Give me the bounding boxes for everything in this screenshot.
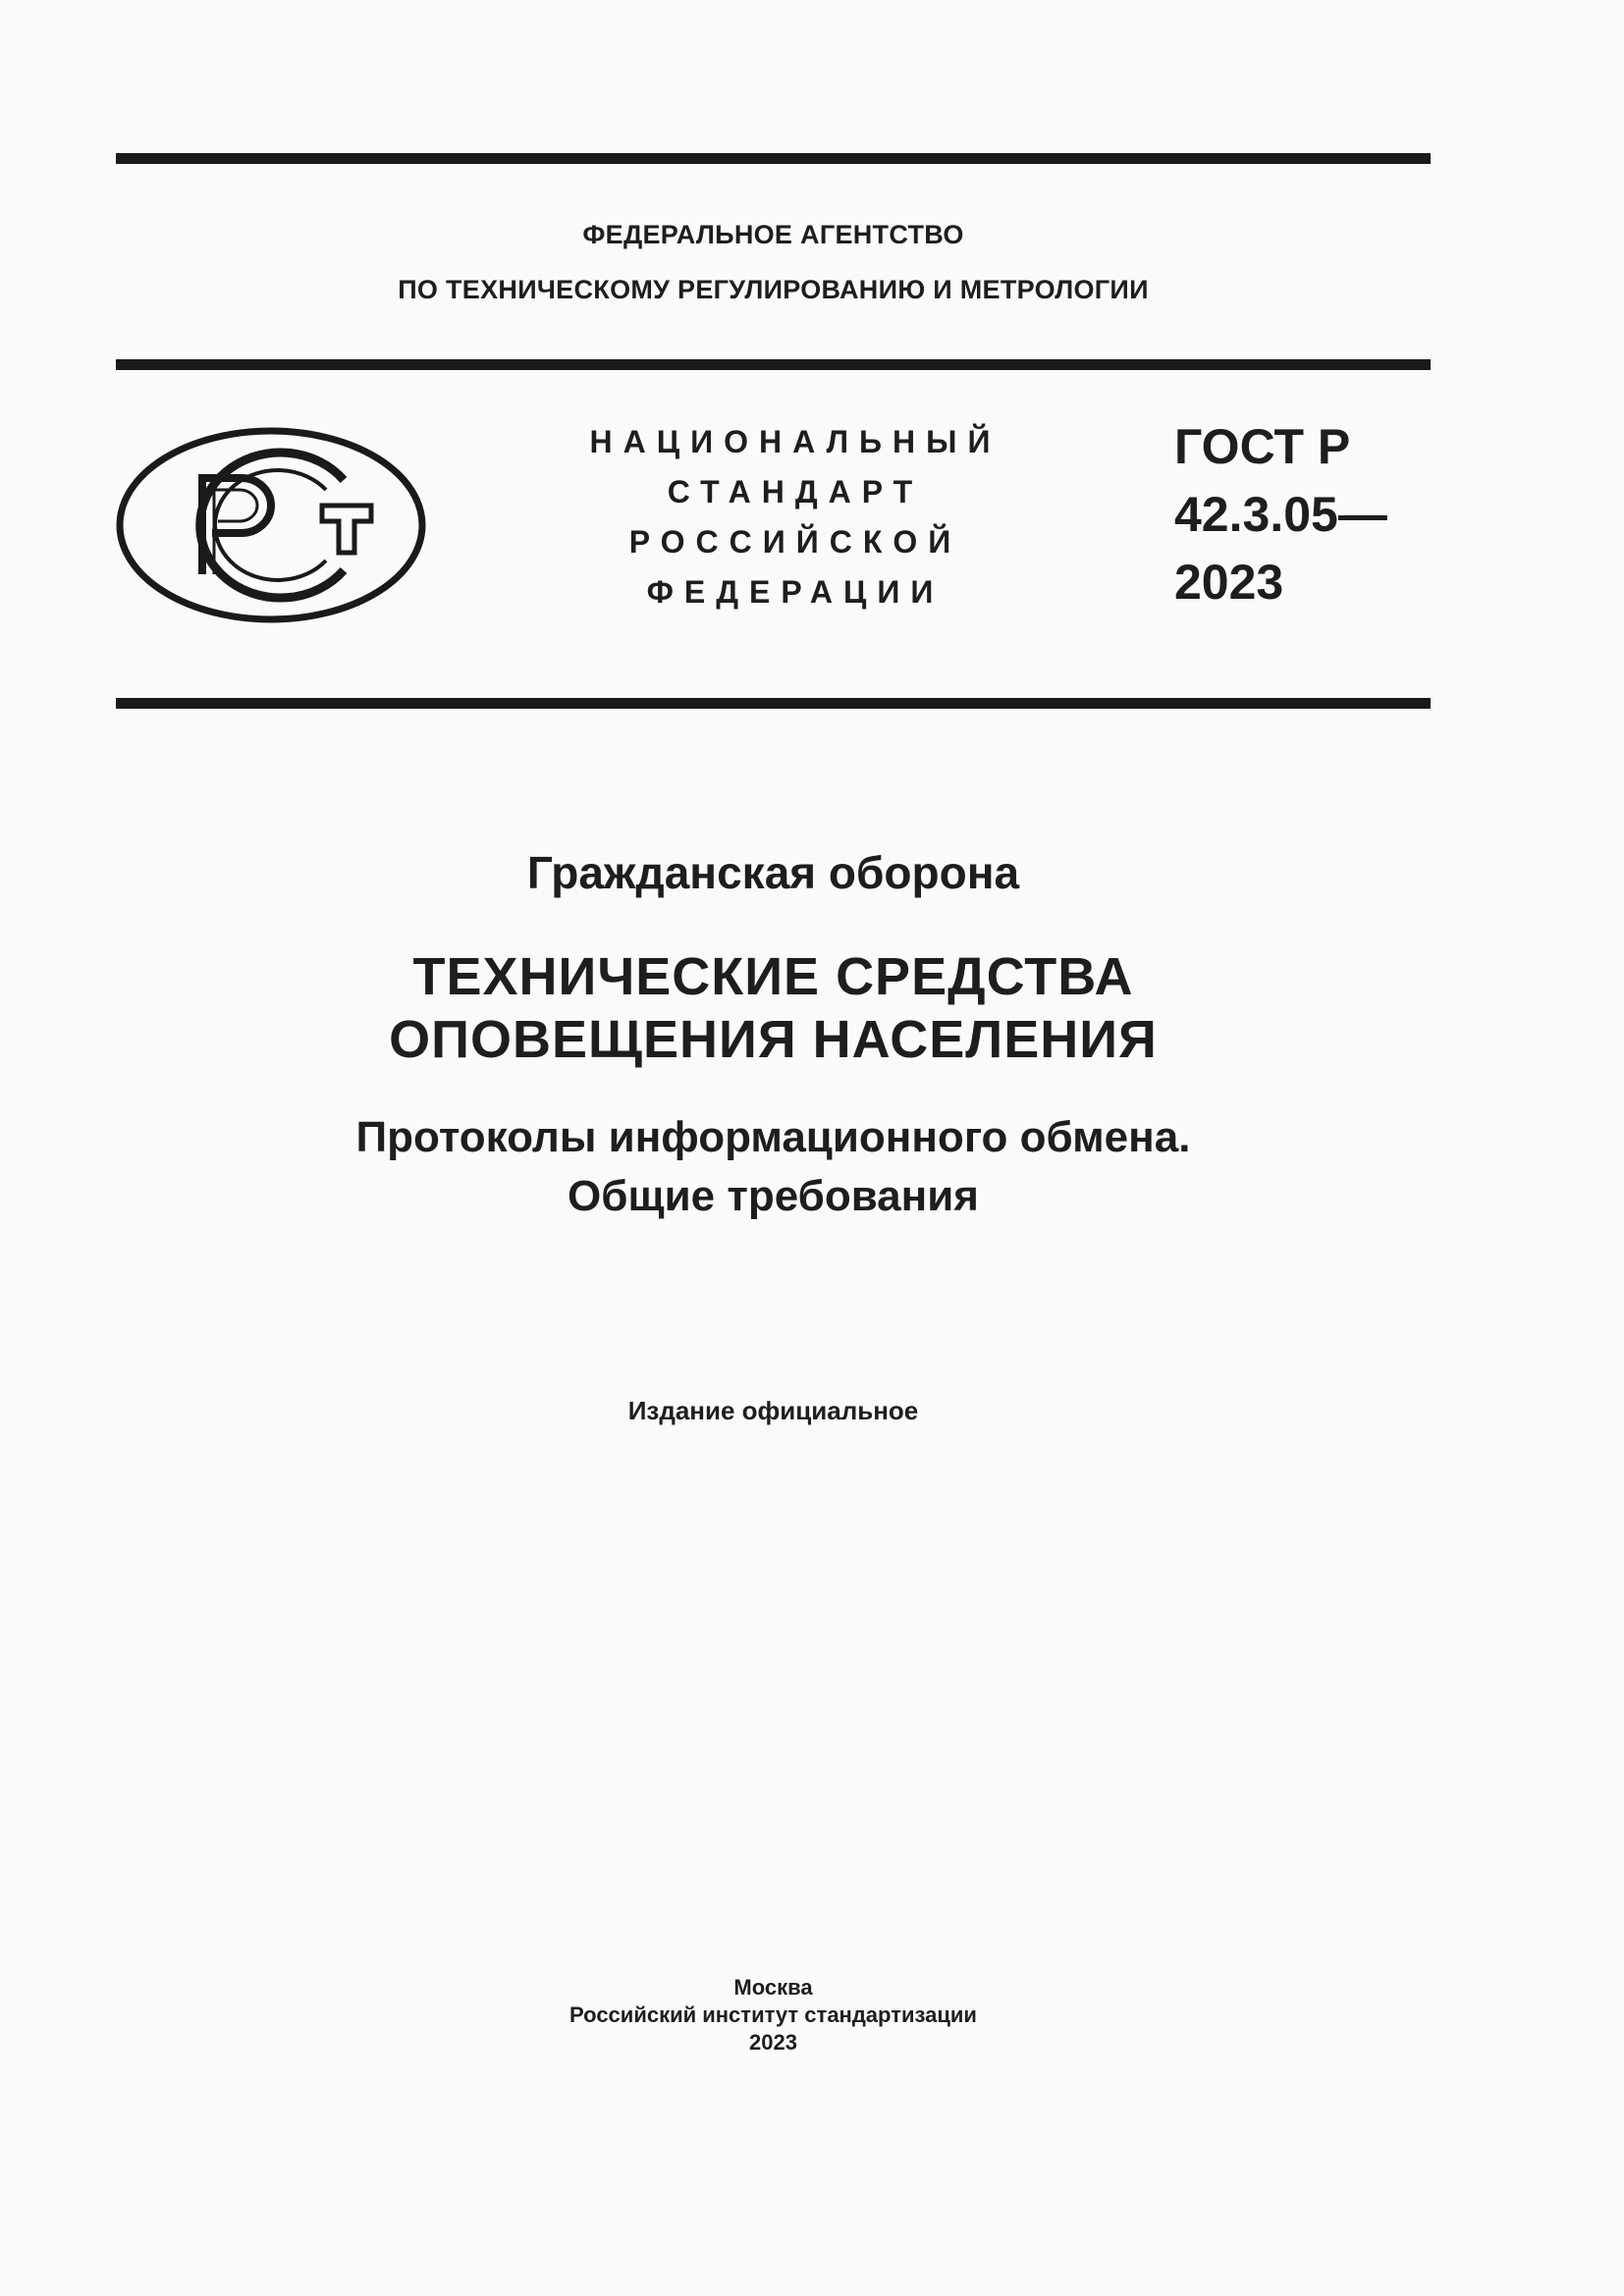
document-title-line-1: ТЕХНИЧЕСКИЕ СРЕДСТВА: [412, 947, 1134, 1006]
imprint-year: 2023: [749, 2030, 797, 2055]
document-subtitle-line-1: Протоколы информационного обмена.: [355, 1113, 1191, 1161]
header-rule: [116, 359, 1431, 370]
document-title-line-2: ОПОВЕЩЕНИЯ НАСЕЛЕНИЯ: [389, 1010, 1158, 1069]
standard-type-line-2: СТАНДАРТ: [667, 474, 924, 509]
imprint-city: Москва: [733, 1975, 813, 2000]
standard-type-line-1: НАЦИОНАЛЬНЫЙ: [589, 424, 1001, 459]
document-subtitle-line-2: Общие требования: [568, 1172, 979, 1220]
document-subject: Гражданская оборона: [526, 847, 1020, 898]
standard-type-line-3: РОССИЙСКОЙ: [628, 524, 962, 560]
designation-line-3: 2023: [1174, 555, 1284, 610]
edition-note: Издание официальное: [627, 1396, 919, 1425]
agency-line-2: ПО ТЕХНИЧЕСКОМУ РЕГУЛИРОВАНИЮ И МЕТРОЛОГИИ: [398, 275, 1149, 304]
designation-line-1: ГОСТ Р: [1174, 419, 1351, 474]
top-rule: [116, 153, 1431, 164]
designation-line-2: 42.3.05—: [1174, 487, 1387, 542]
imprint-publisher: Российский институт стандартизации: [569, 2002, 977, 2027]
agency-line-1: ФЕДЕРАЛЬНОЕ АГЕНТСТВО: [582, 220, 964, 249]
bottom-header-rule: [116, 698, 1431, 709]
standard-type-line-4: ФЕДЕРАЦИИ: [646, 574, 945, 610]
rst-certification-logo-icon: [116, 427, 426, 623]
